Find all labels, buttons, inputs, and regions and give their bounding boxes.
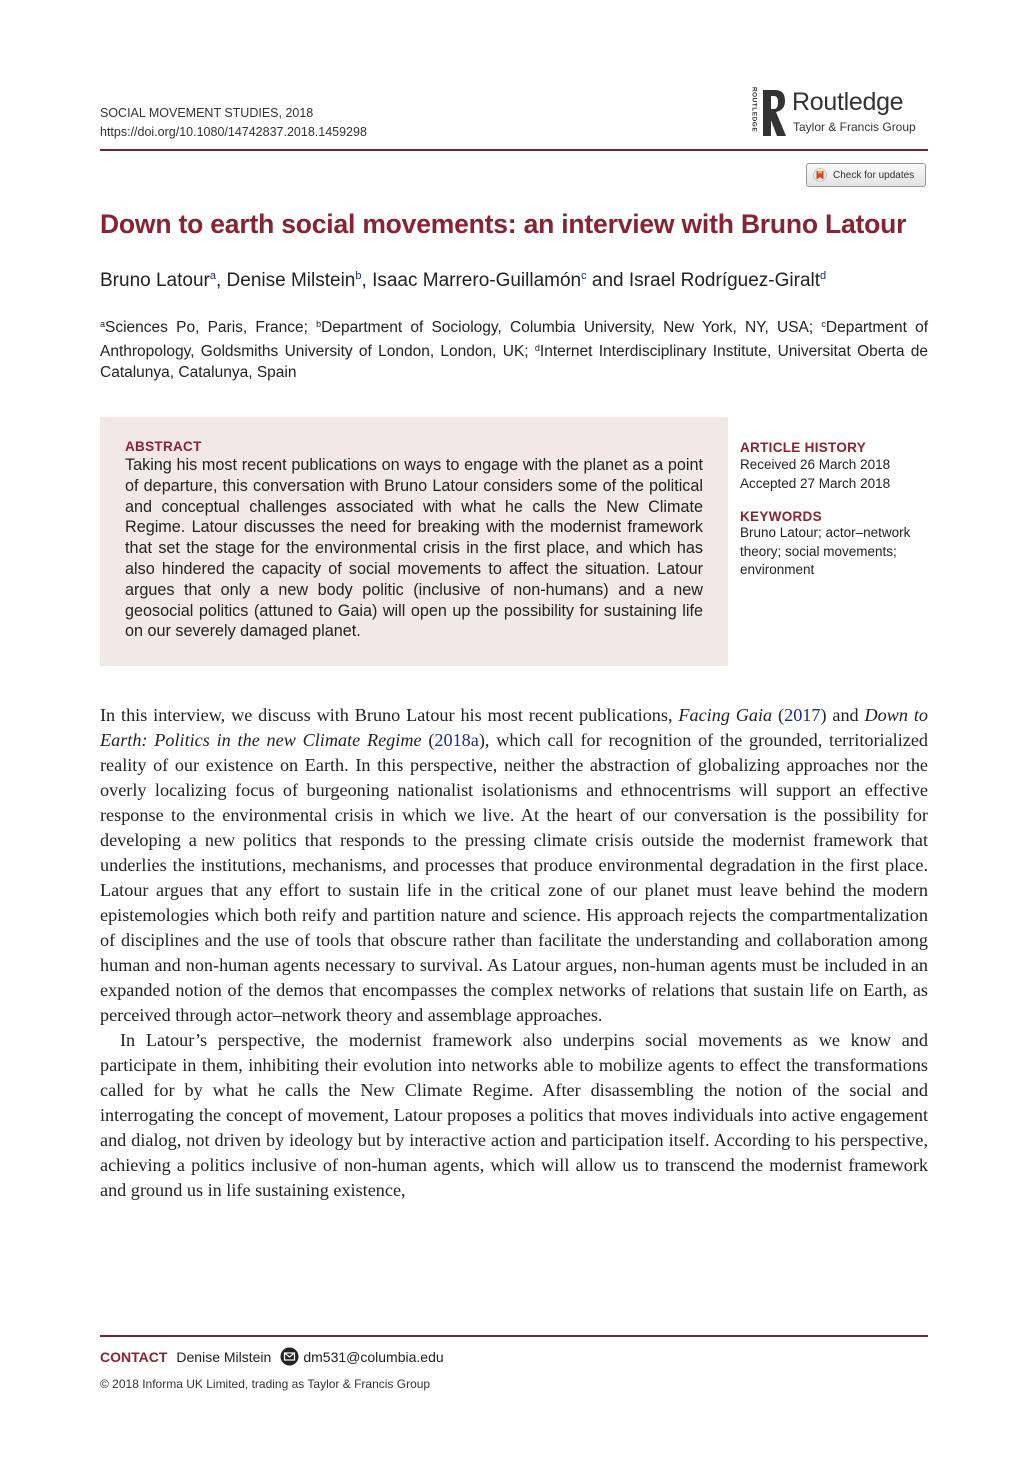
publisher-group: Taylor & Francis Group — [793, 120, 916, 134]
citation-link[interactable]: 2018a — [434, 730, 479, 750]
crossmark-icon — [813, 168, 827, 182]
copyright-notice: © 2018 Informa UK Limited, trading as Taylor & Francis Group — [100, 1377, 431, 1391]
publisher-logo[interactable] — [749, 86, 929, 140]
author-affil-mark[interactable]: a — [209, 270, 216, 282]
affiliation: Sciences Po, Paris, France; — [105, 319, 317, 336]
footer-rule — [100, 1335, 928, 1337]
book-title: Facing Gaia — [678, 705, 773, 725]
routledge-r-icon — [759, 86, 789, 140]
author-name: Denise Milstein — [226, 270, 356, 291]
abstract-heading: ABSTRACT — [125, 439, 202, 454]
author-affil-mark[interactable]: d — [820, 270, 827, 282]
keywords-heading: KEYWORDS — [740, 509, 822, 524]
check-for-updates-button[interactable] — [806, 163, 926, 187]
author-affil-mark[interactable]: b — [355, 270, 362, 282]
affiliation: Department of Sociology, Columbia University, New York, NY, USA; — [321, 319, 822, 336]
publisher-vertical-text: ROUTLEDGE — [750, 86, 758, 133]
history-heading: ARTICLE HISTORY — [740, 440, 867, 455]
author-affil-mark[interactable]: c — [581, 270, 587, 282]
abstract-text: Taking his most recent publications on ways to engage with the planet as a point of departure, this conversation with Bruno Latour considers some of the political and conceptual challenges associated with what he calls the New Climate Regime. Latour discusses the need for breaking with the modernist framework that set the stage for the environmental crisis in the first place, and which has also hindered the capacity of social movements to affect the situation. Latour argues that only a new body politic (inclusive of non-humans) and a new geosocial politics (attuned to Gaia) will open up the possibility for sustaining life on our severely damaged planet. — [125, 456, 703, 641]
abstract-box — [100, 417, 728, 666]
keywords-list: Bruno Latour; actor–network theory; social movements; environment — [740, 525, 911, 577]
book-title: Down to Earth: Politics in the new Climate Regime — [100, 705, 928, 750]
contact-email-link[interactable]: dm531@columbia.edu — [303, 1348, 444, 1365]
contact-name: Denise Milstein — [176, 1348, 272, 1365]
article-title: Down to earth social movements: an interview with Bruno Latour — [100, 209, 907, 239]
publisher-name: Routledge — [792, 88, 904, 116]
header-rule — [100, 149, 928, 151]
author-name: Isaac Marrero-Guillamón — [372, 270, 582, 291]
citation-link[interactable]: 2017 — [784, 705, 821, 725]
contact-label: CONTACT — [100, 1348, 168, 1365]
check-for-updates-label: Check for updates — [833, 169, 915, 181]
email-icon — [280, 1347, 299, 1366]
body-paragraph: In Latour’s perspective, the modernist framework also underpins social movements as we know and participate in them, inhibiting their evolution into networks able to mobilize agents to effect the transformations called for by what he calls the New Climate Regime. After disassembling the notion of the social and interrogating the concept of movement, Latour proposes a politics that moves individuals into active engagement and dialog, not driven by ideology but by interactive action and participation itself. According to his perspective, achieving a politics inclusive of non-human agents, which will allow us to transcend the modernist framework and ground us in life sustaining existence, — [100, 1030, 928, 1200]
contact-line — [100, 1347, 444, 1366]
author-name: Bruno Latour — [100, 270, 210, 291]
affiliation: Internet Interdisciplinary Institute, Universitat Oberta de Catalunya, Catalunya, Spain — [100, 343, 928, 381]
accepted-date: Accepted 27 March 2018 — [740, 476, 891, 491]
affiliations: $^a$Sciences Po, Paris, France; $^b$Department of Sociology, Columbia University, New York, NY, USA; $^c$Department of Anthropology, Goldsmiths University of London, London, UK; $^d$Internet Interdisciplinary Institute, Universitat Oberta de Catalunya, Catalunya, Spain — [100, 319, 928, 381]
body-paragraph: In this interview, we discuss with Bruno Latour his most recent publications, Facing Gaia (2017) and Down to Earth: Politics in the new Climate Regime (2018a), which call for recognition of the grounded, territorialized reality of our existence on Earth. In this perspective, neither the abstraction of globalizing approaches nor the overly localizing focus of burgeoning nationalist isolationisms and ethnocentrisms will support an effective response to the environmental crisis in which we live. At the heart of our conversation is the possibility for developing a new politics that responds to the pressing climate crisis outside the modernist framework that underlies the institutions, mechanisms, and processes that produce environmental degradation in the first place. Latour argues that any effort to sustain life in the critical zone of our planet must leave behind the modern epistemologies which both reify and partition nature and science. His approach rejects the compartmentalization of disciplines and the use of tools that obscure rather than facilitate the understanding and collaboration among human and non-human agents necessary to survival. As Latour argues, non-human agents must be included in an expanded notion of the demos that encompasses the complex networks of relations that sustain life on Earth, as perceived through actor–network theory and assemblage approaches. — [100, 705, 928, 1025]
article-sidebar — [740, 440, 930, 580]
author-list: Bruno Latour$^a$, Denise Milstein$^b$, Isaac Marrero-Guillamón$^c$ and Israel Rodríguez-Giralt$^d$ — [100, 270, 827, 291]
affiliation: Department of Anthropology, Goldsmiths University of London, London, UK; — [100, 319, 928, 360]
doi-link[interactable]: https://doi.org/10.1080/14742837.2018.1459298 — [100, 125, 367, 139]
article-body — [100, 703, 928, 1203]
journal-name: SOCIAL MOVEMENT STUDIES, 2018 — [100, 106, 314, 120]
journal-info — [100, 104, 367, 142]
author-name: Israel Rodríguez-Giralt — [628, 270, 821, 291]
received-date: Received 26 March 2018 — [740, 457, 891, 472]
